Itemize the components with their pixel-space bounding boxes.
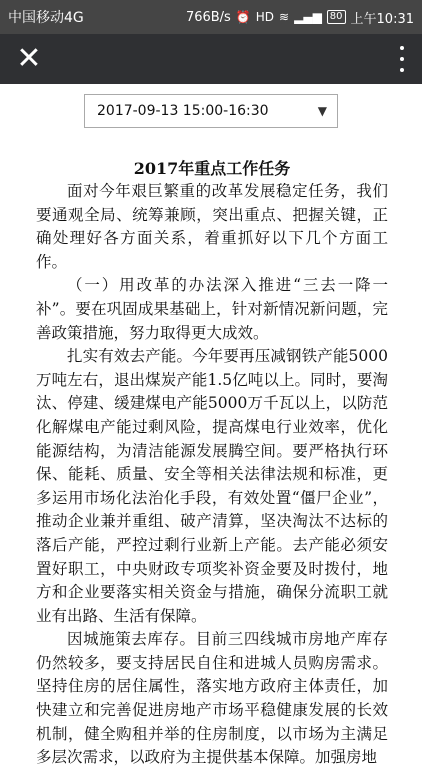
chevron-down-icon: ▼ bbox=[317, 104, 327, 118]
title-bar bbox=[0, 34, 422, 84]
network-speed: 766B/s bbox=[185, 9, 231, 25]
paragraph: 因城施策去库存。目前三四线城市房地产库存仍然较多，要支持居民自住和进城人员购房需求。坚持住房的居住属性，落实地方政府主体责任，加快建立和完善促进房地产市场平稳健康发展的长效机制，健全购租并举的住房制度，以市场为主满足多层次需求，以政府为主提供基本保障。加强房地 bbox=[36, 630, 388, 767]
status-bar bbox=[0, 0, 422, 34]
battery-icon: 80 bbox=[327, 10, 346, 24]
date-dropdown[interactable] bbox=[84, 94, 338, 128]
carrier-label: 中国移动4G bbox=[8, 10, 84, 26]
status-time: 上午10:31 bbox=[350, 11, 414, 27]
close-icon[interactable]: ✕ bbox=[16, 41, 42, 76]
document-title: 2017年重点工作任务 bbox=[133, 159, 291, 178]
signal-icon: ▂▄▆ bbox=[294, 10, 322, 24]
paragraph: 扎实有效去产能。今年要再压减钢铁产能5000万吨左右，退出煤炭产能1.5亿吨以上。同时，要淘汰、停建、缓建煤电产能5000万千瓦以上，以防范化解煤电产能过剩风险，提高煤电行业效率，优化能源结构，为清洁能源发展腾空间。要严格执行环保、能耗、质量、安全等相关法律法规和标准，更多运用市场化法治化手段，有效处置“僵尸企业”，推动企业兼并重组、破产清算，坚决淘汰不达标的落后产能，严控过剩行业新上产能。去产能必须安置好职工，中央财政专项奖补资金要及时拨付，地方和企业要落实相关资金与措施，确保分流职工就业有出路、生活有保障。 bbox=[36, 347, 388, 625]
wifi-icon: ≋ bbox=[279, 10, 290, 24]
alarm-icon: ⏰ bbox=[235, 10, 251, 24]
hd-icon: HD bbox=[255, 10, 275, 24]
status-indicators bbox=[186, 8, 414, 27]
paragraph: 面对今年艰巨繁重的改革发展稳定任务，我们要通观全局、统筹兼顾，突出重点、把握关键，正确处理好各方面关系，着重抓好以下几个方面工作。 bbox=[36, 182, 388, 271]
more-options-icon[interactable] bbox=[394, 43, 410, 75]
date-dropdown-value: 2017-09-13 15:00-16:30 bbox=[97, 103, 269, 119]
document-body bbox=[36, 140, 388, 767]
paragraph: （一）用改革的办法深入推进“三去一降一补”。要在巩固成果基础上，针对新情况新问题，完善政策措施，努力取得更大成效。 bbox=[36, 276, 388, 342]
